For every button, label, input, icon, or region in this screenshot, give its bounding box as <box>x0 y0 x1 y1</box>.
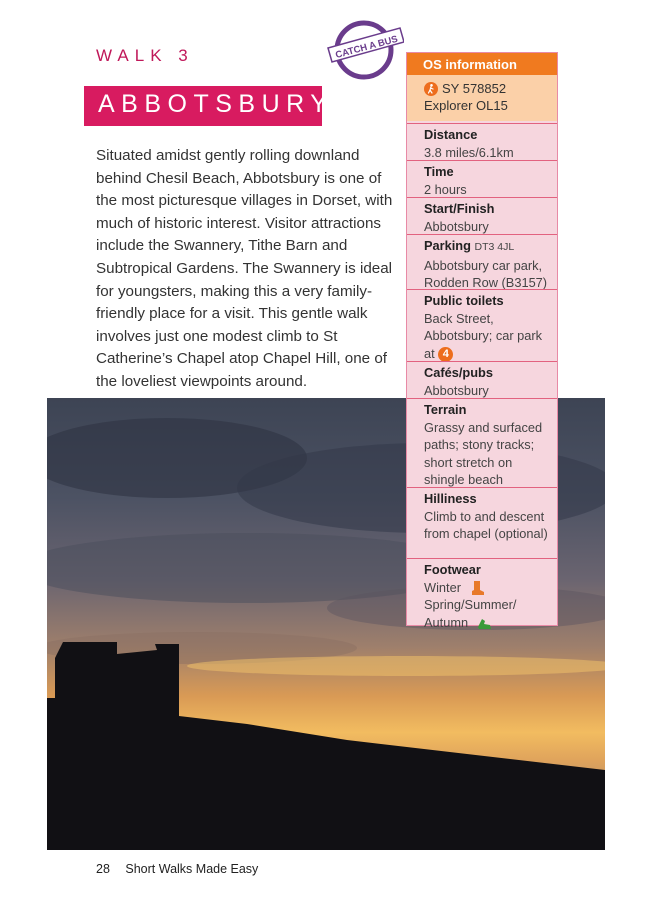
explorer-map: Explorer OL15 <box>424 98 508 113</box>
parking-postcode: DT3 4JL <box>474 241 515 253</box>
os-grid-info <box>407 75 557 121</box>
footwear-winter: Winter <box>424 579 461 595</box>
parking-value: Abbotsbury car park, Rodden Row (B3157) <box>424 257 548 290</box>
page-number: 28 <box>96 862 110 876</box>
start-finish-value: Abbotsbury <box>424 218 489 234</box>
distance-value: 3.8 miles/6.1km <box>424 144 514 160</box>
footwear-label: Footwear <box>424 562 481 577</box>
intro-paragraph: Situated amidst gently rolling downland behind Chesil Beach, Abbotsbury is one of the most picturesque villages in Dorset, with much of historic interest. Visitor attractions include the Swannery, Tithe Barn and Subtropical Gardens. The Swannery is ideal for youngsters, making this a very family-friendly place for a visit. This gentle walk involves just one modest climb to St Catherine’s Chapel atop Chapel Hill, one of the loveliest viewpoints around. <box>96 147 393 390</box>
footwear-autumn: Autumn <box>424 614 469 630</box>
time-label: Time <box>424 164 454 179</box>
terrain-entry <box>407 398 557 489</box>
hilliness-entry <box>407 487 557 543</box>
page-title: ABBOTSBURY <box>98 90 334 118</box>
start-finish-entry <box>407 197 557 235</box>
bus-roundel-icon <box>326 14 404 84</box>
os-info-header: OS information <box>407 53 557 75</box>
walk-label: WALK 3 <box>96 46 194 65</box>
page-footer <box>96 862 258 876</box>
title-bar <box>84 86 334 126</box>
os-information-panel <box>406 52 558 630</box>
terrain-value: Grassy and surfaced paths; stony tracks; short stretch on shingle beach <box>424 419 543 487</box>
book-title: Short Walks Made Easy <box>125 862 259 876</box>
cafes-value: Abbotsbury <box>424 382 489 398</box>
time-entry <box>407 160 557 198</box>
parking-label: Parking <box>424 238 471 253</box>
toilets-entry <box>407 289 557 362</box>
distance-entry <box>407 123 557 161</box>
footwear-spring: Spring/Summer/ <box>424 597 517 613</box>
cafes-entry <box>407 361 557 399</box>
catch-a-bus-badge <box>326 14 404 84</box>
terrain-label: Terrain <box>424 402 467 417</box>
toilets-value: Back Street, Abbotsbury; car park at <box>424 310 543 361</box>
start-finish-label: Start/Finish <box>424 201 495 216</box>
badge-text: CATCH A BUS <box>334 33 400 62</box>
walking-shoe-icon <box>476 615 492 631</box>
hilliness-value: Climb to and descent from chapel (optional) <box>424 508 548 541</box>
walking-boot-icon <box>469 580 485 596</box>
footwear-entry <box>407 558 557 631</box>
cafes-label: Cafés/pubs <box>424 365 493 380</box>
route-marker-4: 4 <box>438 347 453 362</box>
distance-label: Distance <box>424 127 478 142</box>
parking-entry <box>407 234 557 292</box>
walker-icon <box>424 82 438 96</box>
toilets-label: Public toilets <box>424 293 504 308</box>
grid-reference: SY 578852 <box>442 81 507 96</box>
time-value: 2 hours <box>424 181 467 197</box>
hilliness-label: Hilliness <box>424 491 477 506</box>
